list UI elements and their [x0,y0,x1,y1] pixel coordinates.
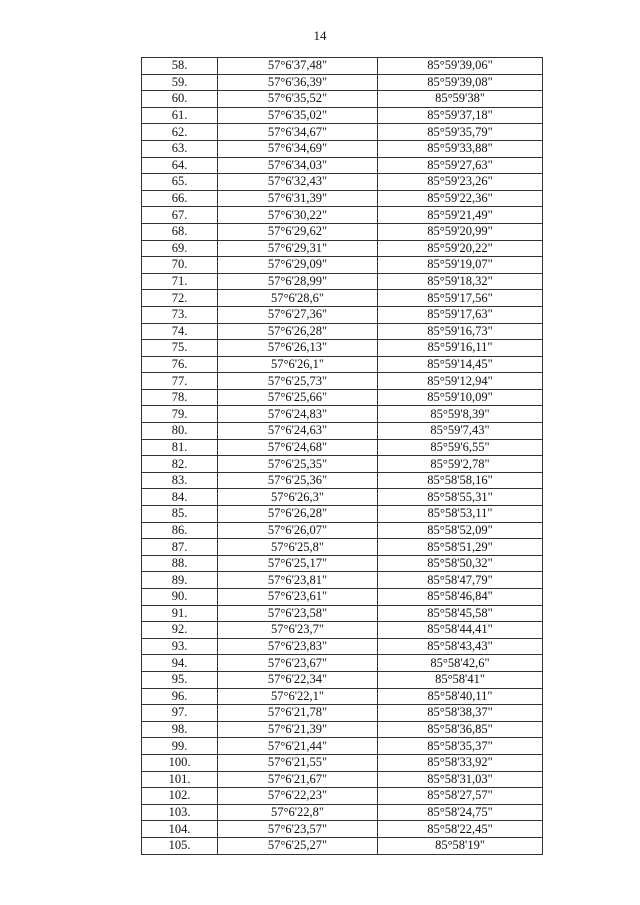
point-number-cell: 70. [142,257,218,274]
latitude-cell: 57°6'22,8" [218,804,378,821]
point-number-cell: 68. [142,223,218,240]
latitude-cell: 57°6'28,99" [218,273,378,290]
table-row [142,190,543,207]
point-number-cell: 75. [142,340,218,357]
point-number-cell: 88. [142,555,218,572]
table-row [142,638,543,655]
point-number-cell: 64. [142,157,218,174]
point-number-cell: 90. [142,589,218,606]
longitude-cell: 85°59'37,18" [378,107,543,124]
longitude-cell: 85°59'22,36" [378,190,543,207]
latitude-cell: 57°6'23,58" [218,605,378,622]
point-number-cell: 86. [142,522,218,539]
point-number-cell: 84. [142,489,218,506]
latitude-cell: 57°6'29,62" [218,223,378,240]
longitude-cell: 85°59'14,45" [378,356,543,373]
longitude-cell: 85°59'39,08" [378,74,543,91]
longitude-cell: 85°59'16,73" [378,323,543,340]
table-row [142,472,543,489]
latitude-cell: 57°6'21,67" [218,771,378,788]
longitude-cell: 85°59'39,06" [378,58,543,75]
point-number-cell: 94. [142,655,218,672]
table-row [142,605,543,622]
latitude-cell: 57°6'24,68" [218,439,378,456]
longitude-cell: 85°58'22,45" [378,821,543,838]
latitude-cell: 57°6'26,28" [218,506,378,523]
latitude-cell: 57°6'25,8" [218,539,378,556]
longitude-cell: 85°59'20,99" [378,223,543,240]
longitude-cell: 85°59'20,22" [378,240,543,257]
longitude-cell: 85°58'35,37" [378,738,543,755]
table-row [142,721,543,738]
table-row [142,804,543,821]
latitude-cell: 57°6'35,02" [218,107,378,124]
longitude-cell: 85°58'58,16" [378,472,543,489]
table-row [142,456,543,473]
table-row [142,174,543,191]
latitude-cell: 57°6'25,66" [218,389,378,406]
table-row [142,373,543,390]
table-row [142,107,543,124]
point-number-cell: 98. [142,721,218,738]
point-number-cell: 58. [142,58,218,75]
point-number-cell: 67. [142,207,218,224]
longitude-cell: 85°58'40,11" [378,688,543,705]
point-number-cell: 85. [142,506,218,523]
table-row [142,140,543,157]
page-number: 14 [313,28,327,43]
longitude-cell: 85°58'43,43" [378,638,543,655]
point-number-cell: 87. [142,539,218,556]
point-number-cell: 60. [142,91,218,108]
longitude-cell: 85°59'2,78" [378,456,543,473]
latitude-cell: 57°6'24,83" [218,406,378,423]
table-row [142,522,543,539]
table-row [142,555,543,572]
longitude-cell: 85°58'27,57" [378,788,543,805]
longitude-cell: 85°59'21,49" [378,207,543,224]
latitude-cell: 57°6'26,07" [218,522,378,539]
table-row [142,671,543,688]
longitude-cell: 85°58'46,84" [378,589,543,606]
point-number-cell: 61. [142,107,218,124]
table-row [142,406,543,423]
latitude-cell: 57°6'34,03" [218,157,378,174]
point-number-cell: 78. [142,389,218,406]
longitude-cell: 85°58'19" [378,837,543,854]
latitude-cell: 57°6'34,69" [218,140,378,157]
latitude-cell: 57°6'26,28" [218,323,378,340]
latitude-cell: 57°6'22,1" [218,688,378,705]
longitude-cell: 85°59'16,11" [378,340,543,357]
point-number-cell: 99. [142,738,218,755]
point-number-cell: 103. [142,804,218,821]
table-row [142,506,543,523]
point-number-cell: 73. [142,306,218,323]
table-row [142,771,543,788]
latitude-cell: 57°6'23,57" [218,821,378,838]
table-row [142,837,543,854]
latitude-cell: 57°6'21,44" [218,738,378,755]
longitude-cell: 85°59'17,63" [378,306,543,323]
table-row [142,539,543,556]
table-row [142,124,543,141]
latitude-cell: 57°6'24,63" [218,423,378,440]
latitude-cell: 57°6'22,34" [218,671,378,688]
point-number-cell: 77. [142,373,218,390]
longitude-cell: 85°59'35,79" [378,124,543,141]
point-number-cell: 92. [142,622,218,639]
longitude-cell: 85°58'36,85" [378,721,543,738]
point-number-cell: 71. [142,273,218,290]
point-number-cell: 93. [142,638,218,655]
latitude-cell: 57°6'36,39" [218,74,378,91]
longitude-cell: 85°59'8,39" [378,406,543,423]
table-row [142,688,543,705]
latitude-cell: 57°6'29,31" [218,240,378,257]
table-row [142,306,543,323]
point-number-cell: 83. [142,472,218,489]
latitude-cell: 57°6'28,6" [218,290,378,307]
point-number-cell: 89. [142,572,218,589]
latitude-cell: 57°6'22,23" [218,788,378,805]
point-number-cell: 102. [142,788,218,805]
point-number-cell: 66. [142,190,218,207]
longitude-cell: 85°59'23,26" [378,174,543,191]
table-row [142,821,543,838]
latitude-cell: 57°6'21,39" [218,721,378,738]
longitude-cell: 85°59'33,88" [378,140,543,157]
longitude-cell: 85°58'24,75" [378,804,543,821]
longitude-cell: 85°59'6,55" [378,439,543,456]
latitude-cell: 57°6'29,09" [218,257,378,274]
longitude-cell: 85°58'45,58" [378,605,543,622]
point-number-cell: 100. [142,754,218,771]
point-number-cell: 96. [142,688,218,705]
longitude-cell: 85°58'51,29" [378,539,543,556]
point-number-cell: 76. [142,356,218,373]
table-row [142,207,543,224]
table-row [142,157,543,174]
longitude-cell: 85°59'10,09" [378,389,543,406]
table-row [142,705,543,722]
latitude-cell: 57°6'23,61" [218,589,378,606]
latitude-cell: 57°6'23,81" [218,572,378,589]
table-row [142,273,543,290]
latitude-cell: 57°6'23,7" [218,622,378,639]
table-row [142,290,543,307]
latitude-cell: 57°6'25,73" [218,373,378,390]
coordinates-table [141,57,543,855]
longitude-cell: 85°58'53,11" [378,506,543,523]
latitude-cell: 57°6'26,1" [218,356,378,373]
latitude-cell: 57°6'26,3" [218,489,378,506]
longitude-cell: 85°59'18,32" [378,273,543,290]
longitude-cell: 85°58'42,6" [378,655,543,672]
longitude-cell: 85°58'33,92" [378,754,543,771]
longitude-cell: 85°58'55,31" [378,489,543,506]
point-number-cell: 62. [142,124,218,141]
coordinates-table-body [142,58,543,855]
latitude-cell: 57°6'26,13" [218,340,378,357]
longitude-cell: 85°58'41" [378,671,543,688]
longitude-cell: 85°58'44,41" [378,622,543,639]
table-row [142,91,543,108]
latitude-cell: 57°6'25,35" [218,456,378,473]
point-number-cell: 97. [142,705,218,722]
latitude-cell: 57°6'21,78" [218,705,378,722]
table-row [142,74,543,91]
table-row [142,489,543,506]
longitude-cell: 85°59'12,94" [378,373,543,390]
point-number-cell: 72. [142,290,218,307]
longitude-cell: 85°58'31,03" [378,771,543,788]
table-row [142,788,543,805]
point-number-cell: 82. [142,456,218,473]
latitude-cell: 57°6'37,48" [218,58,378,75]
point-number-cell: 104. [142,821,218,838]
table-row [142,356,543,373]
longitude-cell: 85°59'7,43" [378,423,543,440]
table-row [142,423,543,440]
table-row [142,223,543,240]
longitude-cell: 85°59'17,56" [378,290,543,307]
latitude-cell: 57°6'32,43" [218,174,378,191]
point-number-cell: 59. [142,74,218,91]
point-number-cell: 63. [142,140,218,157]
point-number-cell: 101. [142,771,218,788]
table-row [142,58,543,75]
longitude-cell: 85°58'50,32" [378,555,543,572]
table-row [142,754,543,771]
table-row [142,738,543,755]
point-number-cell: 74. [142,323,218,340]
point-number-cell: 80. [142,423,218,440]
point-number-cell: 91. [142,605,218,622]
latitude-cell: 57°6'34,67" [218,124,378,141]
table-row [142,389,543,406]
table-row [142,439,543,456]
longitude-cell: 85°59'27,63" [378,157,543,174]
point-number-cell: 79. [142,406,218,423]
longitude-cell: 85°58'47,79" [378,572,543,589]
table-row [142,340,543,357]
latitude-cell: 57°6'25,36" [218,472,378,489]
latitude-cell: 57°6'30,22" [218,207,378,224]
table-row [142,655,543,672]
longitude-cell: 85°59'38" [378,91,543,108]
latitude-cell: 57°6'27,36" [218,306,378,323]
latitude-cell: 57°6'21,55" [218,754,378,771]
latitude-cell: 57°6'23,67" [218,655,378,672]
point-number-cell: 105. [142,837,218,854]
point-number-cell: 65. [142,174,218,191]
table-row [142,572,543,589]
table-row [142,589,543,606]
latitude-cell: 57°6'23,83" [218,638,378,655]
latitude-cell: 57°6'35,52" [218,91,378,108]
point-number-cell: 69. [142,240,218,257]
longitude-cell: 85°58'38,37" [378,705,543,722]
table-row [142,323,543,340]
point-number-cell: 81. [142,439,218,456]
table-row [142,622,543,639]
latitude-cell: 57°6'25,27" [218,837,378,854]
longitude-cell: 85°58'52,09" [378,522,543,539]
latitude-cell: 57°6'25,17" [218,555,378,572]
table-row [142,240,543,257]
point-number-cell: 95. [142,671,218,688]
latitude-cell: 57°6'31,39" [218,190,378,207]
longitude-cell: 85°59'19,07" [378,257,543,274]
table-row [142,257,543,274]
